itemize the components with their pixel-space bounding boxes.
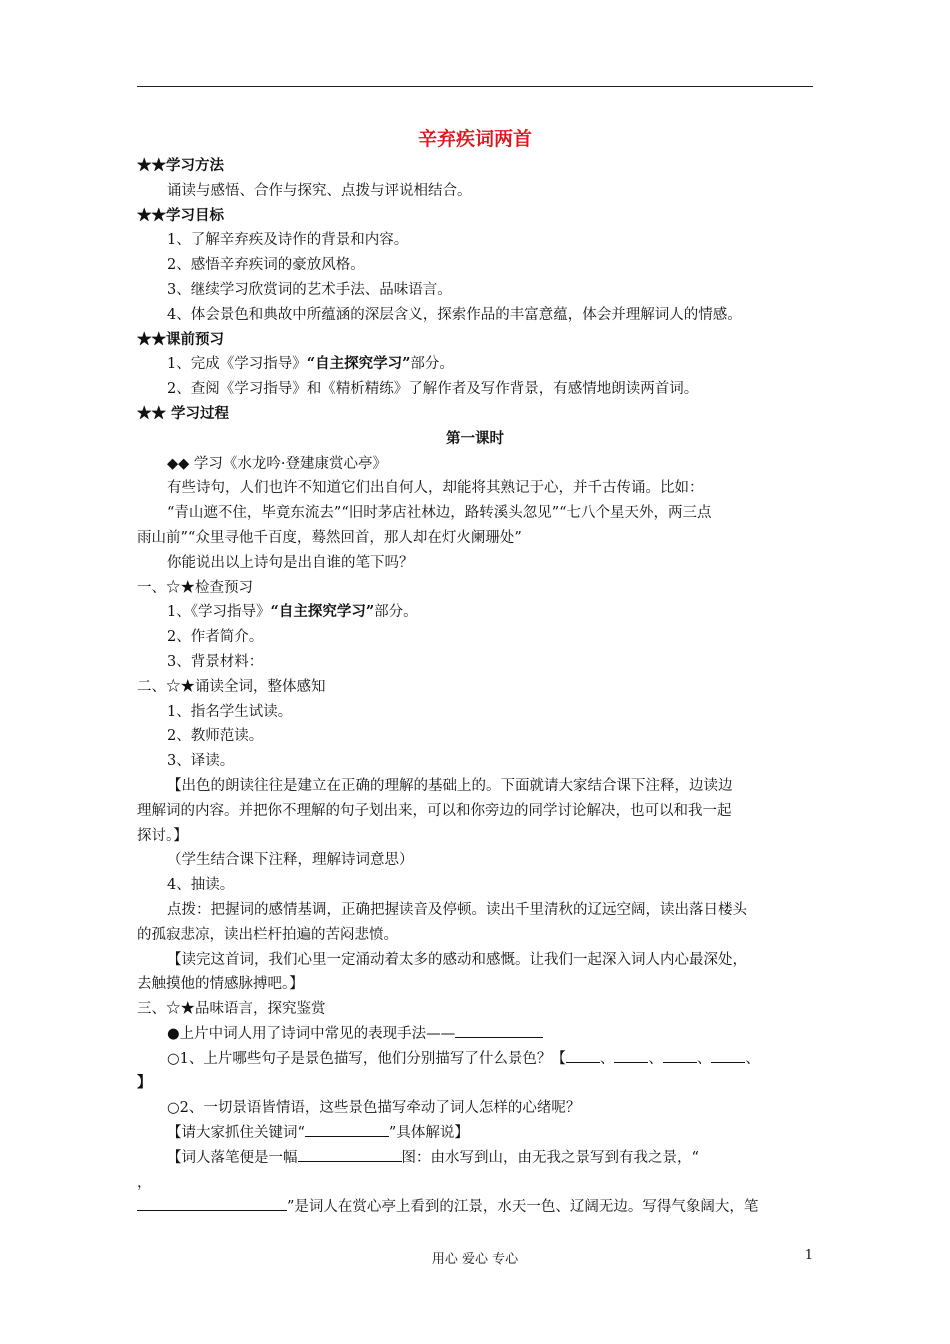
- section2-heading: 二、☆★诵读全词，整体感知: [137, 678, 326, 695]
- preview-bold: “自主探究学习”: [306, 355, 411, 373]
- question-text: ●上片中词人用了诗词中常见的表现手法——: [167, 1025, 456, 1042]
- section3-question: [137, 1047, 813, 1072]
- section2-paragraph: 【读完这首词，我们心里一定涌动着太多的感动和感慨。让我们一起深入词人内心最深处，: [167, 951, 747, 968]
- intro-line: 有些诗句，人们也许不知道它们出自何人，却能将其熟记于心，并千古传诵。比如：: [167, 480, 704, 497]
- fill-blank[interactable]: [663, 1048, 697, 1063]
- section1-heading: 一、☆★检查预习: [137, 579, 253, 596]
- preview-heading: ★★课前预习: [137, 330, 224, 348]
- section1-item: 2、作者简介。: [167, 629, 264, 646]
- section2-note: （学生结合课下注释，理解诗词意思）: [167, 852, 414, 869]
- goal-item: 1、了解辛弃疾及诗作的背景和内容。: [167, 232, 409, 249]
- fill-blank[interactable]: [455, 1023, 543, 1038]
- keyword-text: 【请大家抓住关键词“: [167, 1125, 305, 1142]
- section1-item: [137, 600, 813, 625]
- item-bold: “自主探究学习”: [270, 603, 375, 621]
- paragraph-text: ”是词人在赏心亭上看到的江景，水天一色、辽阔无边。写得气象阔大，笔: [287, 1199, 759, 1216]
- section2-tip: 的孤寂悲凉，读出栏杆拍遍的苦闷悲愤。: [137, 926, 398, 943]
- keyword-text: ”具体解说】: [388, 1125, 469, 1142]
- intro-line: 雨山前”“众里寻他千百度，蓦然回首，那人却在灯火阑珊处”: [137, 529, 522, 546]
- section2-paragraph: 去触摸他的情感脉搏吧。】: [137, 976, 304, 993]
- section2-item: 2、教师范读。: [167, 728, 264, 745]
- preview-text: 1、完成《学习指导》: [167, 356, 307, 373]
- separator: 、: [745, 1050, 760, 1067]
- footer-text: 用心 爱心 专心: [431, 1252, 519, 1267]
- paragraph-text: 【词人落笔便是一幅: [167, 1149, 298, 1166]
- method-heading: ★★学习方法: [137, 157, 224, 174]
- preview-item-1: [137, 352, 813, 377]
- separator: 、: [599, 1050, 615, 1067]
- separator: 、: [648, 1050, 663, 1067]
- intro-line: 你能说出以上诗句是出自谁的笔下吗？: [167, 554, 414, 571]
- header-rule: [137, 86, 813, 87]
- section3-bracket-end: 】: [137, 1074, 152, 1092]
- separator: 、: [696, 1050, 712, 1067]
- section2-item: 1、指名学生试读。: [167, 703, 293, 720]
- section2-paragraph: 理解词的内容。并把你不理解的句子划出来，可以和你旁边的同学讨论解决，也可以和我一起: [137, 802, 732, 819]
- study-line: ◆◆ 学习《水龙吟·登建康赏心亭》: [167, 455, 388, 472]
- section3-heading: 三、☆★品味语言，探究鉴赏: [137, 1001, 326, 1018]
- section3-question: ○2、一切景语皆情语，这些景色描写牵动了词人怎样的心绪呢？: [167, 1100, 581, 1117]
- section2-tip: 点拨：把握词的感情基调，正确把握读音及停顿。读出千里清秋的辽远空阔，读出落日楼头: [167, 901, 747, 918]
- section2-paragraph: 探讨。】: [137, 827, 188, 844]
- fill-blank[interactable]: [305, 1122, 389, 1137]
- item-text: 部分。: [374, 604, 418, 621]
- fill-blank[interactable]: [711, 1048, 745, 1063]
- preview-text: 部分。: [410, 356, 454, 373]
- process-heading: ★★ 学习过程: [137, 404, 230, 422]
- section1-item: 3、背景材料：: [167, 653, 264, 670]
- section2-item: 4、抽读。: [167, 877, 235, 894]
- method-text: 诵读与感悟、合作与探究、点拨与评说相结合。: [167, 182, 472, 199]
- goal-item: 2、感悟辛弃疾词的豪放风格。: [167, 257, 365, 274]
- page-footer: [137, 1248, 813, 1267]
- fill-blank[interactable]: [614, 1048, 648, 1063]
- item-text: 1、《学习指导》: [167, 604, 271, 621]
- section2-paragraph: 【出色的朗读往往是建立在正确的理解的基础上的。下面就请大家结合课下注释，边读边: [167, 777, 733, 794]
- section3-keyword: [137, 1121, 813, 1146]
- fill-blank[interactable]: [566, 1048, 600, 1063]
- page-number: 1: [804, 1248, 813, 1263]
- fill-blank[interactable]: [298, 1147, 402, 1162]
- preview-item-2: 2、查阅《学习指导》和《精析精练》了解作者及写作背景，有感情地朗读两首词。: [167, 381, 699, 398]
- section3-question: [137, 1022, 813, 1047]
- lesson-heading: 第一课时: [446, 429, 504, 447]
- goal-item: 3、继续学习欣赏词的艺术手法、品味语言。: [167, 281, 452, 298]
- section2-item: 3、译读。: [167, 753, 235, 770]
- section3-paragraph: ，: [137, 1174, 152, 1191]
- goal-heading: ★★学习目标: [137, 206, 224, 224]
- fill-blank[interactable]: [137, 1196, 287, 1211]
- question-text: ○1、上片哪些句子是景色描写，他们分别描写了什么景色？【: [167, 1050, 566, 1067]
- document-body: [137, 124, 813, 1220]
- paragraph-text: 图：由水写到山，由无我之景写到有我之景，“: [401, 1149, 699, 1166]
- section3-paragraph: [137, 1146, 813, 1171]
- section3-paragraph: [137, 1195, 813, 1220]
- page-title: 辛弃疾词两首: [417, 128, 532, 150]
- goal-item: 4、体会景色和典故中所蕴涵的深层含义，探索作品的丰富意蕴，体会并理解词人的情感。: [167, 306, 742, 323]
- intro-line: “青山遮不住，毕竟东流去”“旧时茅店社林边，路转溪头忽见”“七八个星天外，两三点: [167, 505, 712, 522]
